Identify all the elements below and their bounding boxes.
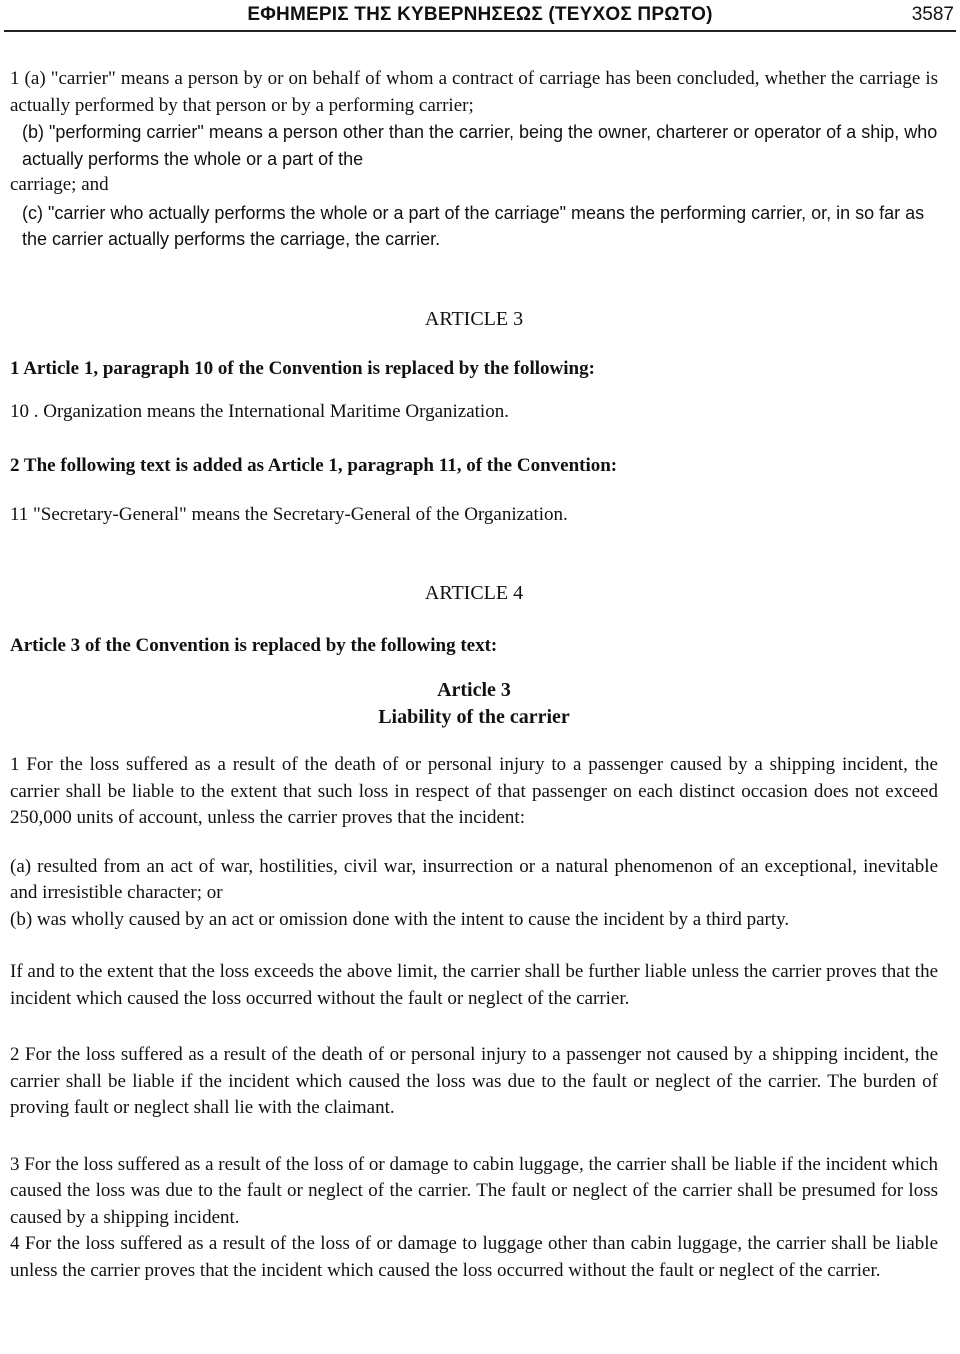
article-4-intro: Article 3 of the Convention is replaced by the following text: xyxy=(10,634,498,656)
liability-para-1c: If and to the extent that the loss exceeds the above limit, the carrier shall be further liable unless the carrier proves that the incident which caused the loss occurred without the fault or neglect of the carrier. xyxy=(10,961,938,1009)
definition-b-line1: (b) "performing carrier" means a person other than the carrier, being the owner, charterer or operator of a ship, who actually performs the whole or a part of the xyxy=(22,122,938,169)
liability-para-1a: (a) resulted from an act of war, hostilities, civil war, insurrection or a natural phenomenon of an exceptional, inevitable and irresistible character; or xyxy=(10,855,938,903)
article-3-para1-heading: 1 Article 1, paragraph 10 of the Convention is replaced by the following: xyxy=(10,358,595,379)
liability-para-1b: (b) was wholly caused by an act or omission done with the intent to cause the incident by a third party. xyxy=(10,908,790,930)
liability-para-2: 2 For the loss suffered as a result of the death of or personal injury to a passenger not caused by a shipping incident, the carrier shall be liable if the incident which caused the loss was due to the fault or neglect of the carrier. The burden of proving fault or neglect shall lie with the claimant. xyxy=(10,1044,938,1118)
header-title: ΕΦΗΜΕΡΙΣ ΤΗΣ ΚΥΒΕΡΝΗΣΕΩΣ (ΤΕΥΧΟΣ ΠΡΩΤΟ) xyxy=(247,4,713,25)
article-3-sub-heading: Article 3 xyxy=(437,679,511,701)
liability-para-4: 4 For the loss suffered as a result of the loss of or damage to luggage other than cabin luggage, the carrier shall be liable unless the carrier proves that the incident which caused the loss occurred without the fault or neglect of the carrier. xyxy=(10,1233,938,1281)
article-4-heading: ARTICLE 4 xyxy=(424,582,524,604)
definition-a: 1 (a) "carrier" means a person by or on behalf of whom a contract of carriage has been concluded, whether the carriage is actually performed by that person or by a performing carrier; xyxy=(10,68,938,116)
article-3-para2-heading: 2 The following text is added as Article 1, paragraph 11, of the Convention: xyxy=(10,455,618,476)
page-header xyxy=(0,0,960,30)
document-body xyxy=(10,66,938,1284)
page-number: 3587 xyxy=(911,4,954,25)
definition-b-line2: carriage; and xyxy=(10,174,109,195)
liability-para-3: 3 For the loss suffered as a result of the loss of or damage to cabin luggage, the carrier shall be liable if the incident which caused the loss was due to the fault or neglect of the carrier. The fault or neglect of the carrier shall be presumed for loss caused by a shipping incident. xyxy=(10,1153,938,1228)
liability-para-1: 1 For the loss suffered as a result of the death of or personal injury to a passenger caused by a shipping incident, the carrier shall be liable to the extent that such loss in respect of that passenger on each distinct occasion does not exceed 250,000 units of account, unless the carrier proves that the incident: xyxy=(10,754,938,828)
article-3-sub-title: Liability of the carrier xyxy=(378,705,570,728)
article-3-heading: ARTICLE 3 xyxy=(424,307,524,330)
article-3-para2-text: 11 "Secretary-General" means the Secretary-General of the Organization. xyxy=(10,503,568,525)
definition-c: (c) "carrier who actually performs the whole or a part of the carriage" means the performing carrier, or, in so far as the carrier actually performs the carriage, the carrier. xyxy=(22,202,925,249)
article-3-para1-text: 10 . Organization means the International Maritime Organization. xyxy=(10,400,509,422)
header-divider xyxy=(4,30,956,32)
